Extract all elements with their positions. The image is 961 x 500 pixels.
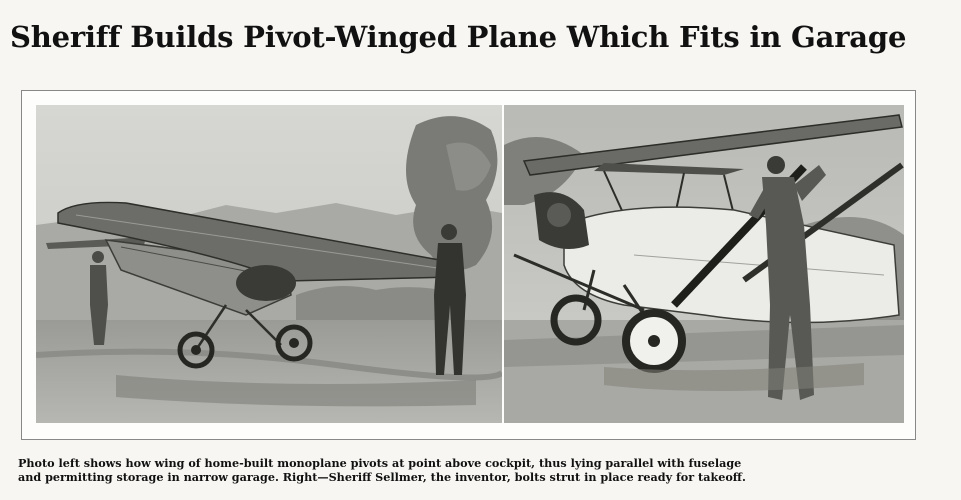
photo-frame — [21, 90, 916, 440]
photo-caption — [18, 456, 938, 484]
caption-line-1: Photo left shows how wing of home-built monoplane pivots at point above cockpit, thus lying parallel with fuselage — [18, 456, 742, 470]
photo-left-plane-wing-pivoted — [36, 105, 502, 423]
headline: Sheriff Builds Pivot-Winged Plane Which Fits in Garage — [10, 20, 907, 54]
caption-line-2: and permitting storage in narrow garage. Right—Sheriff Sellmer, the inventor, bolts strut in place ready for takeoff. — [18, 470, 746, 484]
photo-left-illustration — [36, 105, 502, 423]
photo-right-illustration — [504, 105, 904, 423]
photo-right-sheriff-bolting-strut — [504, 105, 904, 423]
